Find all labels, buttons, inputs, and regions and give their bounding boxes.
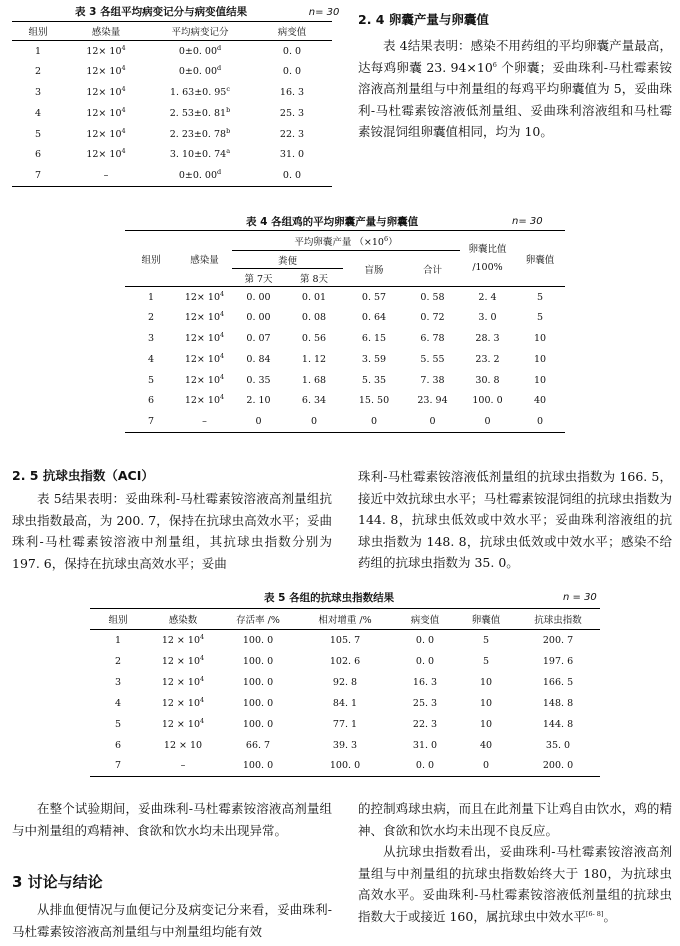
table5-cell-dose: 12 × 10 — [163, 739, 203, 751]
table5-cell-survival: 100. 0 — [242, 655, 274, 667]
table4-n-label: n= 30 — [512, 216, 543, 227]
table4-cell-d8: 6. 34 — [301, 395, 327, 407]
table4-cell-value: 10 — [533, 353, 547, 365]
table3-body — [12, 41, 332, 187]
table5-cell-oocyst: 5 — [482, 634, 490, 646]
table5-cell-aci: 166. 5 — [542, 676, 574, 688]
table4-cell-cecum: 0. 64 — [361, 312, 387, 324]
table4-cell-cecum: 6. 15 — [361, 332, 387, 344]
table5-cell-dose: – — [146, 756, 220, 777]
table4-cell-value: 5 — [536, 312, 544, 324]
table5-cell-gain: 39. 3 — [332, 739, 358, 751]
table5-header-oocyst: 卵囊值 — [456, 609, 516, 630]
table4-cell-d8: 0. 08 — [301, 312, 327, 324]
table4-cell-dose: $12\times 10^4$ — [184, 310, 225, 324]
sec24-heading: 2. 4 卵囊产量与卵囊值 — [358, 12, 489, 27]
table5-row — [90, 735, 600, 756]
table5-cell-dose: $12 \times 10^4$ — [161, 695, 205, 709]
table3-cell-score: 0±0. 00$^d$ — [178, 64, 222, 78]
table4-row — [125, 390, 565, 411]
table4-cell-value: 10 — [533, 374, 547, 386]
table5-cell-gain: 100. 0 — [296, 756, 394, 777]
table4-cell-group: 1 — [147, 291, 155, 303]
table4-cell-d7: 0 — [232, 411, 285, 432]
table3-n-label: n= 30 — [308, 7, 340, 18]
table5-cell-dose: $12 \times 10^4$ — [161, 716, 205, 730]
table5-cell-survival: 100. 0 — [242, 634, 274, 646]
table4-cell-dose: $12\times 10^4$ — [184, 289, 225, 303]
sec25-right-paragraph: 珠利-马杜霉素铵溶液低剂量组的抗球虫指数为 166. 5，接近中效抗球虫水平；马杜霉素铵混饲组的抗球虫指数为 144. 8，抗球虫低效或中效水平；妥曲珠利溶液组的抗球虫指数为 148. 8，抗球虫低效或中效水平；感染不给药组的抗球虫指数为 35. 0。 — [358, 469, 672, 570]
table3-cell-dose: $12\times 10^4$ — [86, 147, 126, 161]
bottom-right-paragraph-1: 的控制鸡球虫病，而且在此剂量下让鸡自由饮水，鸡的精神、食欲和饮水均未出现不良反应。 — [358, 801, 672, 838]
table5-row — [90, 756, 600, 777]
table3-cell-value: 31. 0 — [279, 149, 305, 161]
sec25-left-paragraph: 表 5结果表明：妥曲珠利-马杜霉素铵溶液高剂量组抗球虫指数最高，为 200. 7，保持在抗球虫高效水平；妥曲珠利-马杜霉素铵溶液中剂量组，其抗球虫指数分别为 197. 6，保持在抗球虫高效水平；妥曲 — [12, 491, 332, 571]
table4-header-dose: 感染量 — [177, 231, 232, 287]
table3-cell-value: 0. 0 — [282, 45, 302, 57]
table4-cell-group: 4 — [147, 353, 155, 365]
table5-cell-aci: 144. 8 — [542, 718, 574, 730]
table4-cell-dose: – — [177, 411, 232, 432]
table5-cell-survival: 100. 0 — [242, 718, 274, 730]
table4-cell-group: 7 — [125, 411, 177, 432]
table4-row — [125, 349, 565, 370]
table5-body — [90, 630, 600, 777]
table4-cell-ratio: 30. 8 — [475, 374, 500, 386]
table3 — [12, 21, 332, 187]
table5-cell-group: 3 — [114, 676, 122, 688]
table4-cell-cecum: 0. 57 — [361, 291, 387, 303]
table3-cell-score: 2. 53±0. 81$^b$ — [169, 105, 231, 119]
table5-cell-oocyst: 10 — [479, 697, 493, 709]
table5-cell-gain: 92. 8 — [332, 676, 358, 688]
table5-cell-lesion: 0. 0 — [415, 655, 435, 667]
table3-cell-dose: $12\times 10^4$ — [86, 64, 126, 78]
table5-cell-gain: 102. 6 — [329, 655, 361, 667]
table5-cell-aci: 200. 0 — [516, 756, 600, 777]
table5-cell-group: 5 — [114, 718, 122, 730]
table3-cell-dose: $12\times 10^4$ — [86, 105, 126, 119]
table3-cell-group: 1 — [34, 45, 42, 57]
bottom-left-paragraph: 在整个试验期间，妥曲珠利-马杜霉素铵溶液高剂量组与中剂量组的鸡精神、食欲和饮水均未出现异常。 — [12, 801, 332, 838]
table5-header-group: 组别 — [90, 609, 146, 630]
table4-cell-dose: $12\times 10^4$ — [184, 372, 225, 386]
table4-header-ratio: 卵囊比值 /100% — [460, 231, 515, 287]
table5-cell-lesion: 22. 3 — [412, 718, 438, 730]
table3-cell-value: 0. 0 — [282, 66, 302, 78]
table3-header-dose: 感染量 — [64, 22, 148, 41]
table5-cell-survival: 66. 7 — [245, 739, 271, 751]
table3-cell-score: 1. 63±0. 95$^c$ — [170, 84, 230, 98]
table4-cell-d8: 1. 12 — [301, 353, 327, 365]
table3-cell-group: 7 — [12, 165, 64, 186]
table3-cell-value: 16. 3 — [279, 86, 305, 98]
table4-caption: 表 4 各组鸡的平均卵囊产量与卵囊值 — [246, 216, 419, 228]
table5-n-label: n = 30 — [563, 592, 597, 603]
table5-row — [90, 693, 600, 714]
table5-cell-gain: 77. 1 — [332, 718, 358, 730]
table4-cell-cecum: 5. 35 — [361, 374, 387, 386]
table5-cell-dose: $12 \times 10^4$ — [161, 674, 205, 688]
table5-row — [90, 672, 600, 693]
table5-header-survival: 存活率 /% — [220, 609, 296, 630]
table4-cell-ratio: 28. 3 — [475, 332, 500, 344]
table4-cell-group: 3 — [147, 332, 155, 344]
table4-cell-d7: 0. 84 — [246, 353, 271, 365]
sec25-heading: 2. 5 抗球虫指数（ACI） — [12, 468, 154, 483]
table3-row — [12, 144, 332, 165]
table4-cell-group: 2 — [147, 312, 155, 324]
table4 — [125, 230, 565, 433]
table4-body — [125, 287, 565, 433]
table4-cell-d7: 0. 35 — [246, 374, 271, 386]
table4-cell-dose: $12\times 10^4$ — [184, 393, 225, 407]
table3-caption-block — [75, 4, 339, 19]
table4-header-day8: 第 8天 — [285, 269, 343, 287]
table5-cell-lesion: 16. 3 — [412, 676, 438, 688]
table3-cell-group: 5 — [34, 128, 42, 140]
table5-row — [90, 630, 600, 651]
table5-cell-dose: $12 \times 10^4$ — [161, 632, 205, 646]
table5-cell-gain: 84. 1 — [332, 697, 358, 709]
table4-header-feces: 粪便 — [232, 251, 343, 269]
table5-cell-oocyst: 40 — [479, 739, 493, 751]
table4-cell-d8: 1. 68 — [301, 374, 327, 386]
table4-cell-ratio: 2. 4 — [478, 291, 497, 303]
table4-row — [125, 287, 565, 308]
bottom-right-paragraph-2: 从抗球虫指数看出，妥曲珠利-马杜霉素铵溶液高剂量组与中剂量组的抗球虫指数始终大于 180，为抗球虫高效水平。妥曲珠利-马杜霉素铵溶液低剂量组的抗球虫指数大于或接近 160，属抗球虫中效水平[6- 8]。 — [358, 844, 672, 924]
table4-cell-d8: 0. 01 — [301, 291, 327, 303]
table4-cell-ratio: 23. 2 — [475, 353, 500, 365]
table4-row — [125, 411, 565, 432]
table4-cell-ratio: 3. 0 — [478, 312, 497, 324]
table3-header-group: 组别 — [12, 22, 64, 41]
table3-cell-dose: $12\times 10^4$ — [86, 43, 126, 57]
table5-row — [90, 714, 600, 735]
table5-cell-lesion: 0. 0 — [394, 756, 456, 777]
citation-ref: [6- 8] — [585, 909, 604, 918]
table4-cell-d7: 2. 10 — [246, 395, 271, 407]
table5-cell-lesion: 0. 0 — [415, 634, 435, 646]
table5-cell-aci: 200. 7 — [542, 634, 574, 646]
table3-cell-score: 2. 23±0. 78$^b$ — [169, 126, 231, 140]
table5-cell-survival: 100. 0 — [242, 697, 274, 709]
table4-cell-d7: 0. 00 — [246, 291, 271, 303]
table4-cell-ratio: 100. 0 — [472, 395, 503, 407]
sec24-text-b: 个卵囊；妥曲珠利-马杜霉素铵溶液高剂量组与中剂量组的每鸡平均卵囊值为 5，妥曲珠利-马杜霉素铵溶液低剂量组、妥曲珠利溶液组和马杜霉素铵混饲组卵囊值相同，均为 10。 — [358, 59, 672, 139]
table4-cell-cecum: 0 — [343, 411, 405, 432]
sec24-text-a: 表 4结果表明：感染不用药组的平均卵囊产量最高，达每鸡卵囊 23. 94×10 — [358, 38, 672, 75]
table3-row — [12, 124, 332, 145]
table5-cell-lesion: 31. 0 — [412, 739, 438, 751]
table3-row — [12, 165, 332, 186]
table4-cell-group: 6 — [147, 395, 155, 407]
table4-header-day7: 第 7天 — [232, 269, 285, 287]
table3-cell-group: 6 — [34, 149, 42, 161]
table4-cell-ratio: 0 — [460, 411, 515, 432]
table4-cell-total: 0. 58 — [420, 291, 445, 303]
table5-cell-survival: 100. 0 — [242, 676, 274, 688]
table4-header-total: 合计 — [405, 251, 460, 287]
sec24-text-sup: 6 — [492, 60, 497, 69]
table5-cell-oocyst: 10 — [479, 718, 493, 730]
table4-row — [125, 307, 565, 328]
table5-cell-aci: 35. 0 — [545, 739, 571, 751]
table3-cell-score: 0±0. 00$^d$ — [178, 43, 222, 57]
table4-cell-total: 5. 55 — [420, 353, 445, 365]
table4-cell-d7: 0. 07 — [246, 332, 271, 344]
table3-row — [12, 82, 332, 103]
table3-row — [12, 103, 332, 124]
table4-cell-cecum: 15. 50 — [358, 395, 390, 407]
table4-cell-dose: $12\times 10^4$ — [184, 351, 225, 365]
table5-caption: 表 5 各组的抗球虫指数结果 — [264, 592, 395, 604]
table3-cell-dose: – — [64, 165, 148, 186]
table4-header-group: 组别 — [125, 231, 177, 287]
table3-header-value: 病变值 — [252, 22, 332, 41]
table5-header-aci: 抗球虫指数 — [516, 609, 600, 630]
table5-cell-group: 2 — [114, 655, 122, 667]
table5-cell-aci: 148. 8 — [542, 697, 574, 709]
table5-cell-oocyst: 5 — [482, 655, 490, 667]
table4-cell-group: 5 — [147, 374, 155, 386]
table4-cell-total: 0. 72 — [420, 312, 445, 324]
table4-row — [125, 328, 565, 349]
table5-cell-lesion: 25. 3 — [412, 697, 438, 709]
table4-cell-value: 5 — [536, 291, 544, 303]
table5-header-lesion: 病变值 — [394, 609, 456, 630]
table4-cell-cecum: 3. 59 — [361, 353, 387, 365]
table4-cell-value: 40 — [533, 395, 547, 407]
table5 — [90, 608, 600, 777]
table5-cell-group: 7 — [90, 756, 146, 777]
section3-heading: 3 讨论与结论 — [12, 873, 103, 891]
table3-header-score: 平均病变记分 — [148, 22, 252, 41]
section3-paragraph: 从排血便情况与血便记分及病变记分来看，妥曲珠利-马杜霉素铵溶液高剂量组与中剂量组均能有效 — [12, 902, 332, 939]
table5-cell-group: 1 — [114, 634, 122, 646]
table5-cell-oocyst: 10 — [479, 676, 493, 688]
table4-cell-d7: 0. 00 — [246, 312, 271, 324]
table3-cell-score: 0±0. 00$^d$ — [148, 165, 252, 186]
table3-cell-value: 0. 0 — [252, 165, 332, 186]
table4-header-value: 卵囊值 — [515, 231, 565, 287]
table4-cell-d8: 0 — [285, 411, 343, 432]
table4-cell-total: 0 — [405, 411, 460, 432]
sec24-paragraph — [358, 35, 672, 143]
table3-cell-group: 2 — [34, 66, 42, 78]
table5-cell-gain: 105. 7 — [329, 634, 361, 646]
table3-cell-group: 4 — [34, 107, 42, 119]
table3-row — [12, 41, 332, 62]
table4-cell-value: 0 — [515, 411, 565, 432]
table4-cell-total: 23. 94 — [417, 395, 448, 407]
table3-cell-dose: $12\times 10^4$ — [86, 84, 126, 98]
table5-cell-survival: 100. 0 — [220, 756, 296, 777]
table4-cell-d8: 0. 56 — [301, 332, 327, 344]
table4-cell-total: 6. 78 — [420, 332, 445, 344]
table5-cell-aci: 197. 6 — [542, 655, 574, 667]
table4-cell-dose: $12\times 10^4$ — [184, 330, 225, 344]
table3-cell-group: 3 — [34, 86, 42, 98]
table3-cell-score: 3. 10±0. 74$^a$ — [169, 147, 231, 161]
table5-header-gain: 相对增重 /% — [296, 609, 394, 630]
table3-caption: 表 3 各组平均病变记分与病变值结果 — [75, 6, 248, 18]
table5-header-dose: 感染数 — [146, 609, 220, 630]
table4-cell-total: 7. 38 — [420, 374, 445, 386]
table4-header-mean: 平均卵囊产量 $(\times 10^6)$ — [232, 231, 460, 251]
table3-row — [12, 61, 332, 82]
table4-header-cecum: 盲肠 — [343, 251, 405, 287]
table5-cell-oocyst: 0 — [456, 756, 516, 777]
table4-cell-value: 10 — [533, 332, 547, 344]
table5-cell-dose: $12 \times 10^4$ — [161, 653, 205, 667]
table5-cell-group: 6 — [114, 739, 122, 751]
table4-row — [125, 370, 565, 391]
table3-cell-value: 22. 3 — [279, 128, 305, 140]
table5-row — [90, 651, 600, 672]
table3-cell-value: 25. 3 — [279, 107, 305, 119]
table3-cell-dose: $12\times 10^4$ — [86, 126, 126, 140]
table5-cell-group: 4 — [114, 697, 122, 709]
